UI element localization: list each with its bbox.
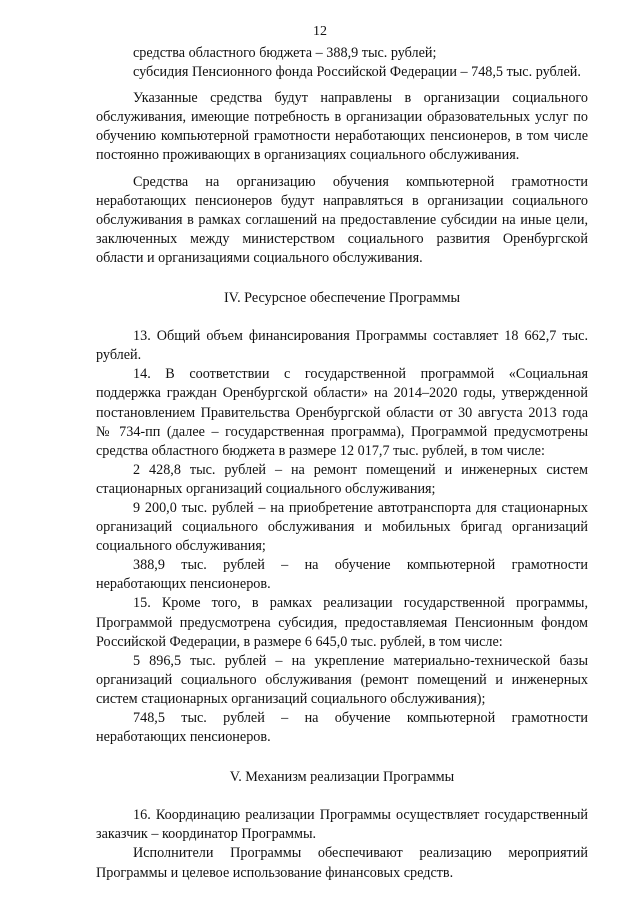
paragraph: 2 428,8 тыс. рублей – на ремонт помещений и инженерных систем стационарных организаций социального обслуживания;	[96, 461, 588, 497]
section-heading-resources: IV. Ресурсное обеспечение Программы	[223, 290, 461, 307]
paragraph: 16. Координацию реализации Программы осуществляет государственный заказчик – координатор Программы.	[96, 807, 588, 843]
page-number: 12	[313, 24, 327, 39]
section-heading-mechanism: V. Механизм реализации Программы	[229, 769, 455, 786]
paragraph: Исполнители Программы обеспечивают реализацию мероприятий Программы и целевое использование финансовых средств.	[96, 845, 588, 881]
paragraph: Средства на организацию обучения компьютерной грамотности неработающих пенсионеров будут направляться в организации социального обслуживания в рамках соглашений на предоставление субсидии на иные цели, заключенных между министерством социального развития Оренбургской области и организациями социального обслуживания.	[96, 173, 588, 266]
paragraph: Указанные средства будут направлены в организации социального обслуживания, имеющие потребность в организации образовательных услуг по обучению компьютерной грамотности неработающих пенсионеров, в том числе постоянно проживающих в организациях социального обслуживания.	[96, 90, 588, 164]
document-body	[96, 44, 588, 883]
paragraph: 14. В соответствии с государственной программой «Социальная поддержка граждан Оренбургской области» на 2014–2020 годы, утвержденной постановлением Правительства Оренбургской области от 30 августа 2013 года № 734-пп (далее – государственная программа), Программой предусмотрены средства областного бюджета в размере 12 017,7 тыс. рублей, в том числе:	[96, 366, 588, 459]
paragraph: 748,5 тыс. рублей – на обучение компьютерной грамотности неработающих пенсионеров.	[96, 710, 588, 746]
paragraph: 9 200,0 тыс. рублей – на приобретение автотранспорта для стационарных организаций социального обслуживания и мобильных бригад организаций социального обслуживания;	[96, 499, 588, 555]
paragraph: 388,9 тыс. рублей – на обучение компьютерной грамотности неработающих пенсионеров.	[96, 557, 588, 593]
paragraph: 15. Кроме того, в рамках реализации государственной программы, Программой предусмотрена субсидия, предоставляемая Пенсионным фондом Российской Федерации, в размере 6 645,0 тыс. рублей, в том числе:	[96, 595, 588, 650]
paragraph: средства областного бюджета – 388,9 тыс. рублей;	[133, 45, 437, 61]
paragraph: субсидия Пенсионного фонда Российской Федерации – 748,5 тыс. рублей.	[133, 64, 581, 81]
paragraph: 13. Общий объем финансирования Программы составляет 18 662,7 тыс. рублей.	[96, 328, 588, 364]
paragraph: 5 896,5 тыс. рублей – на укрепление материально-технической базы организаций социального обслуживания (ремонт помещений и инженерных систем стационарных организаций социального обслуживания);	[96, 652, 588, 707]
